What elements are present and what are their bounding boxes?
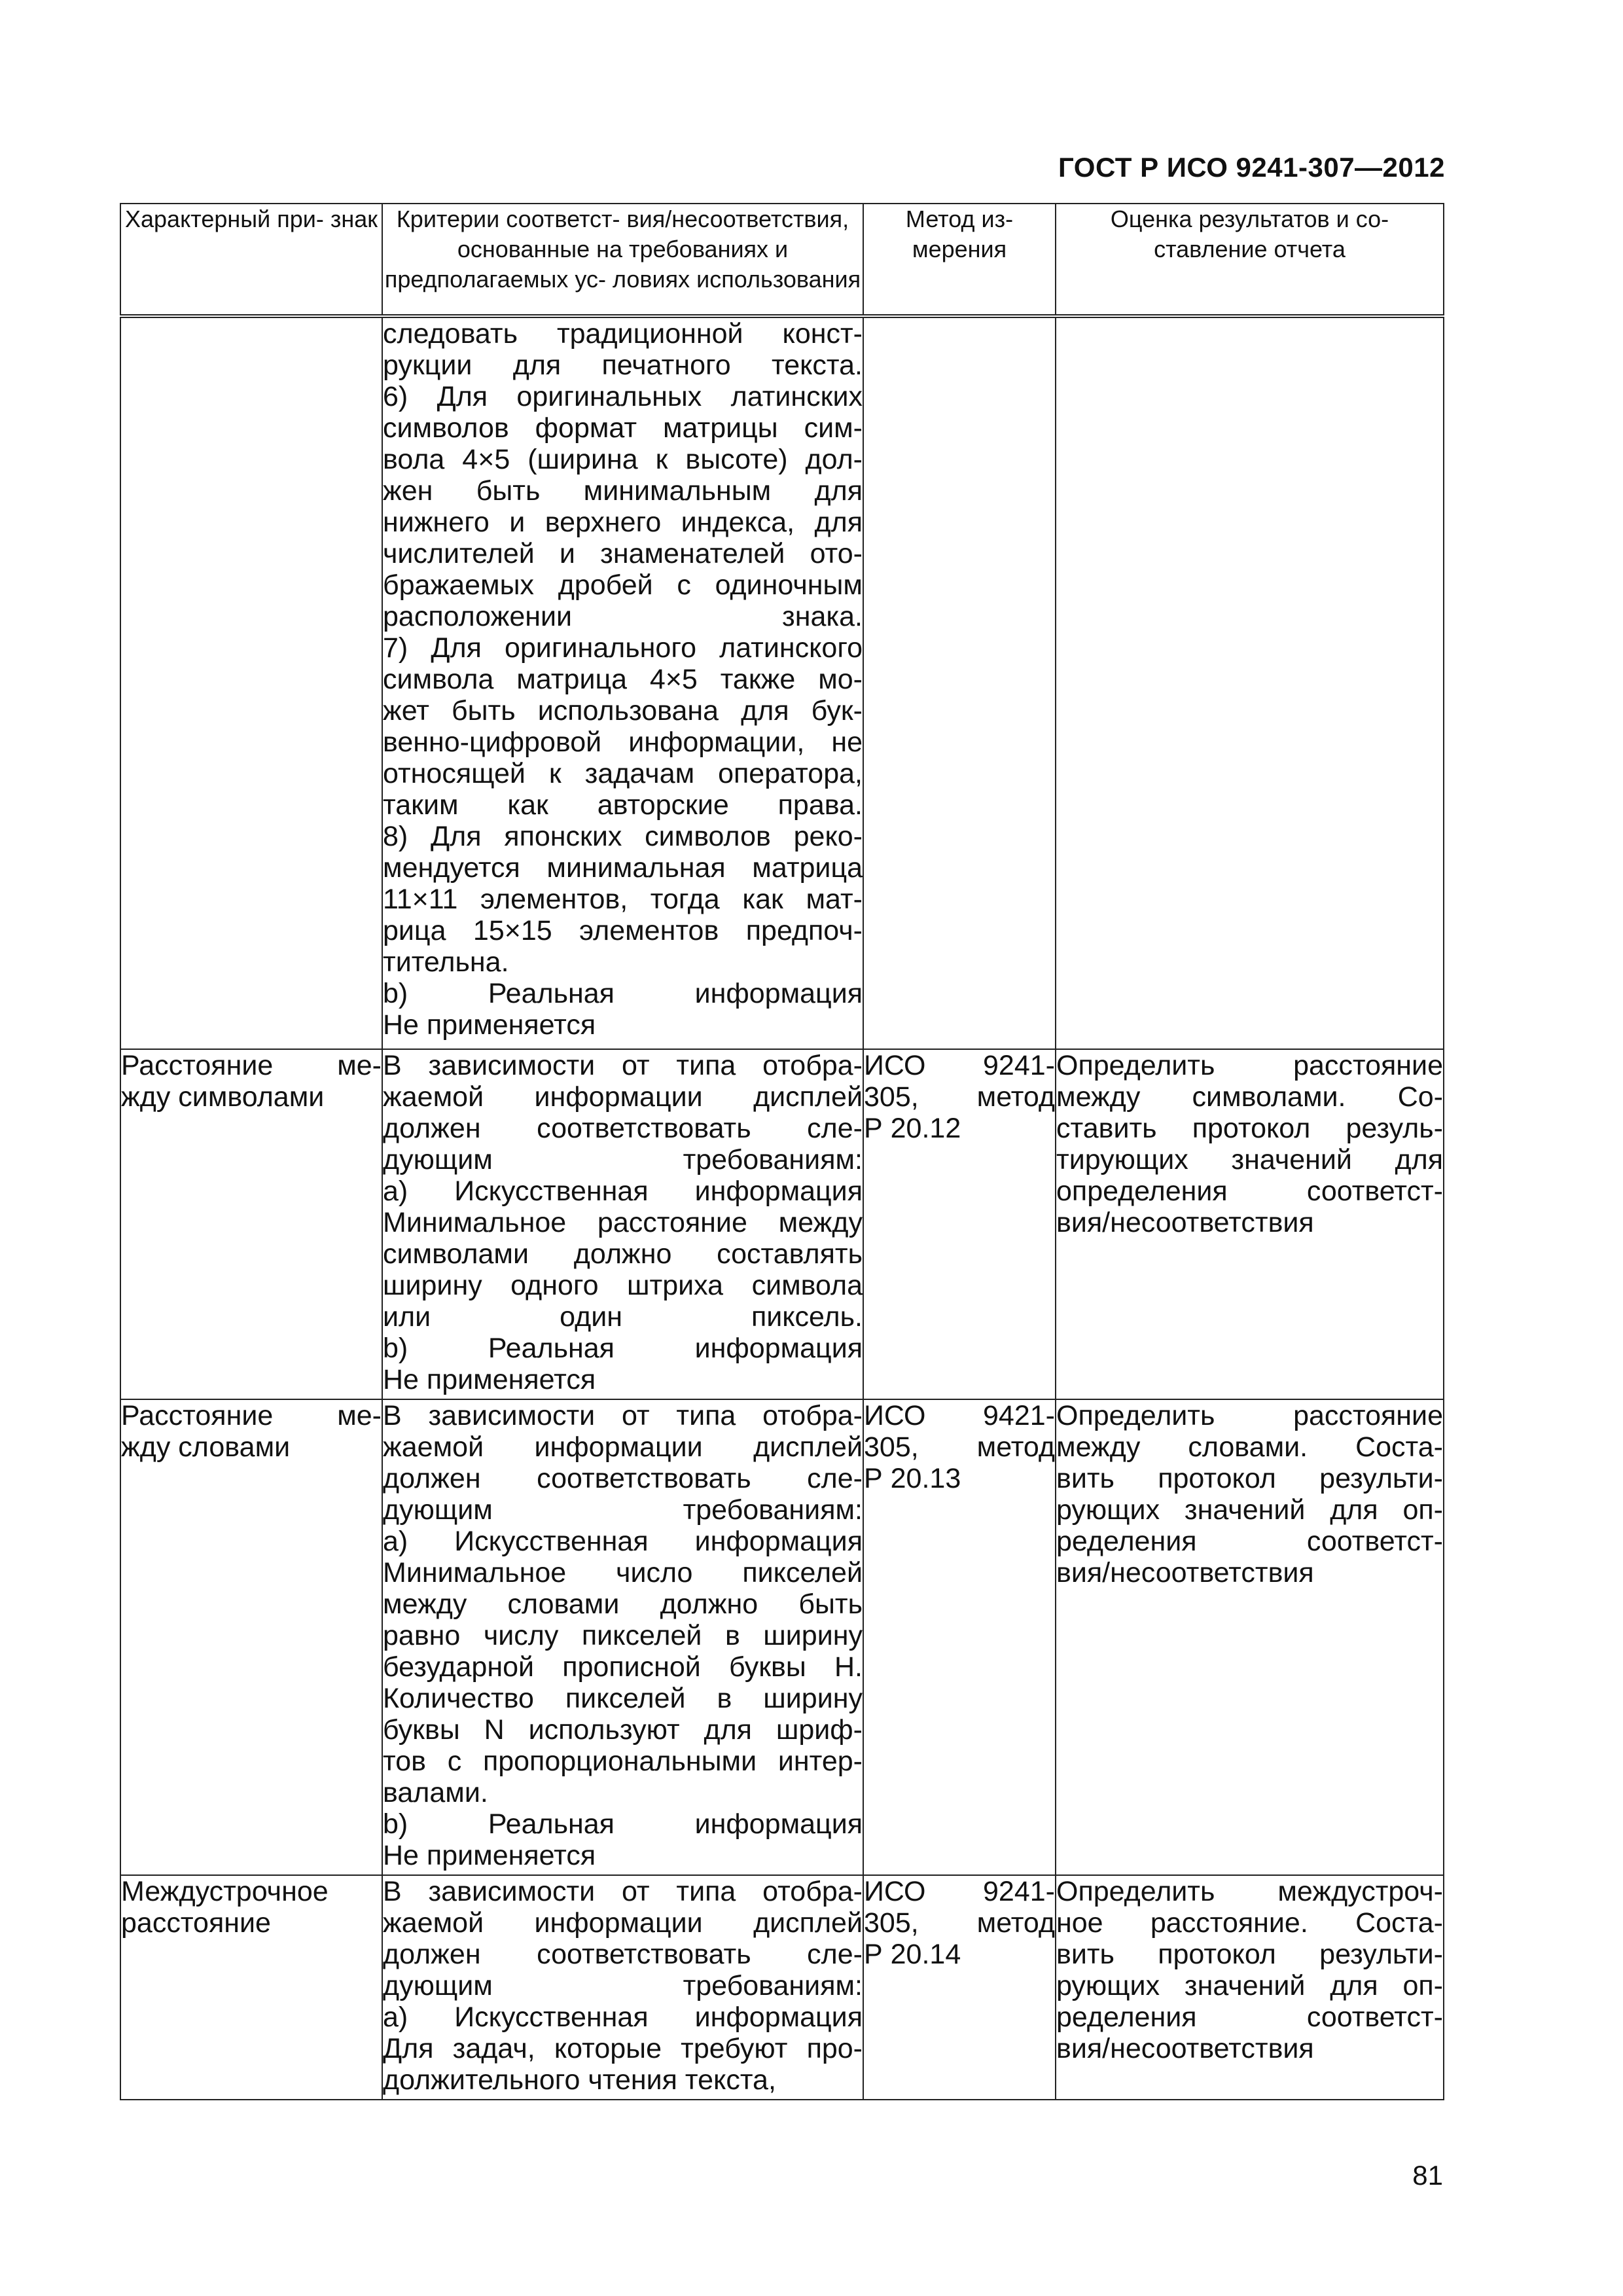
text-line: нижнего и верхнего индекса, для xyxy=(383,507,863,538)
text-line: Определить расстояние xyxy=(1056,1400,1443,1431)
text-line: безударной прописной буквы Н. xyxy=(383,1651,863,1683)
text-line: Определить междустроч- xyxy=(1056,1876,1443,1907)
text-line: символов формат матрицы сим- xyxy=(383,412,863,444)
feature-cell xyxy=(120,1875,382,2100)
text-line: Количество пикселей в ширину xyxy=(383,1683,863,1714)
text-line: венно-цифровой информации, не xyxy=(383,726,863,758)
criteria-cell xyxy=(382,1049,863,1399)
text-line: b) Реальная информация xyxy=(383,978,863,1009)
text-line: В зависимости от типа отобра- xyxy=(383,1400,863,1431)
text-line: должен соответствовать сле- xyxy=(383,1939,863,1970)
text-line: жен быть минимальным для xyxy=(383,475,863,507)
text-line: Определить расстояние xyxy=(1056,1050,1443,1081)
text-line: ставить протокол резуль- xyxy=(1056,1113,1443,1144)
text-line: расположении знака. xyxy=(383,601,863,632)
text-line: вия/несоответствия xyxy=(1056,2033,1314,2064)
text-line: 305, метод xyxy=(864,1081,1055,1113)
text-line: дующим требованиям: xyxy=(383,1144,863,1175)
text-line: а) Искусственная информация xyxy=(383,1526,863,1557)
text-line: определения соответст- xyxy=(1056,1175,1443,1207)
text-line: тирующих значений для xyxy=(1056,1144,1443,1175)
text-line: относящей к задачам оператора, xyxy=(383,758,863,789)
criteria-cell xyxy=(382,1875,863,2100)
text-line: Расстояние ме- xyxy=(121,1400,382,1431)
header-feature: Характерный при- знак xyxy=(120,204,382,316)
text-line: 305, метод xyxy=(864,1907,1055,1939)
text-line: Минимальное расстояние между xyxy=(383,1207,863,1238)
text-line: должительного чтения текста, xyxy=(383,2064,776,2096)
table-row xyxy=(120,1399,1444,1875)
text-line: расстояние xyxy=(121,1907,271,1939)
table-header-row xyxy=(120,204,1444,316)
text-line: b) Реальная информация xyxy=(383,1808,863,1840)
text-line: ИСО 9241- xyxy=(864,1050,1055,1081)
method-cell xyxy=(863,1875,1056,2100)
text-line: тительна. xyxy=(383,946,509,978)
evaluation-cell xyxy=(1056,316,1444,1049)
text-line: Р 20.12 xyxy=(864,1113,961,1144)
text-line: а) Искусственная информация xyxy=(383,1175,863,1207)
text-line: дующим требованиям: xyxy=(383,1494,863,1526)
text-line: вия/несоответствия xyxy=(1056,1207,1314,1238)
header-evaluation: Оценка результатов и со- ставление отчета xyxy=(1056,204,1444,316)
document-header: ГОСТ Р ИСО 9241-307—2012 xyxy=(1058,152,1445,183)
header-method: Метод из- мерения xyxy=(863,204,1056,316)
text-line: символами должно составлять xyxy=(383,1238,863,1270)
text-line: между словами должно быть xyxy=(383,1588,863,1620)
text-line: символа матрица 4×5 также мо- xyxy=(383,664,863,695)
text-line: числителей и знаменателей ото- xyxy=(383,538,863,569)
header-criteria: Критерии соответст- вия/несоответствия, основанные на требованиях и предполагаемых ус- ловиях использования xyxy=(382,204,863,316)
method-cell xyxy=(863,316,1056,1049)
text-line: а) Искусственная информация xyxy=(383,2001,863,2033)
page-number: 81 xyxy=(1412,2160,1443,2191)
text-line: 7) Для оригинального латинского xyxy=(383,632,863,664)
criteria-cell xyxy=(382,316,863,1049)
text-line: Для задач, которые требуют про- xyxy=(383,2033,863,2064)
table-row xyxy=(120,1049,1444,1399)
text-line: должен соответствовать сле- xyxy=(383,1113,863,1144)
method-cell xyxy=(863,1399,1056,1875)
text-line: равно числу пикселей в ширину xyxy=(383,1620,863,1651)
table-body xyxy=(120,316,1444,2100)
text-line: между словами. Соста- xyxy=(1056,1431,1443,1463)
text-line: мендуется минимальная матрица xyxy=(383,852,863,884)
text-line: дующим требованиям: xyxy=(383,1970,863,2001)
text-line: таким как авторские права. xyxy=(383,789,863,821)
feature-cell xyxy=(120,1399,382,1875)
text-line: 6) Для оригинальных латинских xyxy=(383,381,863,412)
text-line: Не применяется xyxy=(383,1364,596,1395)
text-line: вить протокол результи- xyxy=(1056,1939,1443,1970)
method-cell xyxy=(863,1049,1056,1399)
text-line: Минимальное число пикселей xyxy=(383,1557,863,1588)
text-line: бражаемых дробей с одиночным xyxy=(383,569,863,601)
table-row xyxy=(120,1875,1444,2100)
evaluation-cell xyxy=(1056,1399,1444,1875)
text-line: рукции для печатного текста. xyxy=(383,350,863,381)
text-line: 8) Для японских символов реко- xyxy=(383,821,863,852)
evaluation-cell xyxy=(1056,1875,1444,2100)
evaluation-cell xyxy=(1056,1049,1444,1399)
text-line: жет быть использована для бук- xyxy=(383,695,863,726)
text-line: Междустрочное xyxy=(121,1876,329,1907)
text-line: ИСО 9421- xyxy=(864,1400,1055,1431)
text-line: или один пиксель. xyxy=(383,1301,863,1333)
table-row xyxy=(120,316,1444,1049)
text-line: Не применяется xyxy=(383,1009,596,1041)
text-line: ширину одного штриха символа xyxy=(383,1270,863,1301)
text-line: жду символами xyxy=(121,1081,325,1113)
text-line: тов с пропорциональными интер- xyxy=(383,1746,863,1777)
feature-cell xyxy=(120,316,382,1049)
text-line: жаемой информации дисплей xyxy=(383,1907,863,1939)
text-line: рующих значений для оп- xyxy=(1056,1494,1443,1526)
text-line: жаемой информации дисплей xyxy=(383,1431,863,1463)
text-line: жду словами xyxy=(121,1431,291,1463)
text-line: вола 4×5 (ширина к высоте) дол- xyxy=(383,444,863,475)
text-line: Расстояние ме- xyxy=(121,1050,382,1081)
text-line: валами. xyxy=(383,1777,488,1808)
text-line: рица 15×15 элементов предпоч- xyxy=(383,915,863,946)
text-line: ИСО 9241- xyxy=(864,1876,1055,1907)
text-line: 11×11 элементов, тогда как мат- xyxy=(383,884,863,915)
text-line: должен соответствовать сле- xyxy=(383,1463,863,1494)
text-line: между символами. Со- xyxy=(1056,1081,1443,1113)
text-line: ное расстояние. Соста- xyxy=(1056,1907,1443,1939)
text-line: вия/несоответствия xyxy=(1056,1557,1314,1588)
criteria-cell xyxy=(382,1399,863,1875)
text-line: ределения соответст- xyxy=(1056,2001,1443,2033)
text-line: b) Реальная информация xyxy=(383,1333,863,1364)
text-line: вить протокол результи- xyxy=(1056,1463,1443,1494)
text-line: Р 20.14 xyxy=(864,1939,961,1970)
text-line: следовать традиционной конст- xyxy=(383,318,863,350)
text-line: Р 20.13 xyxy=(864,1463,961,1494)
requirements-table xyxy=(120,203,1444,2100)
text-line: буквы N используют для шриф- xyxy=(383,1714,863,1746)
text-line: 305, метод xyxy=(864,1431,1055,1463)
feature-cell xyxy=(120,1049,382,1399)
text-line: жаемой информации дисплей xyxy=(383,1081,863,1113)
text-line: В зависимости от типа отобра- xyxy=(383,1876,863,1907)
text-line: В зависимости от типа отобра- xyxy=(383,1050,863,1081)
text-line: Не применяется xyxy=(383,1840,596,1871)
text-line: ределения соответст- xyxy=(1056,1526,1443,1557)
text-line: рующих значений для оп- xyxy=(1056,1970,1443,2001)
